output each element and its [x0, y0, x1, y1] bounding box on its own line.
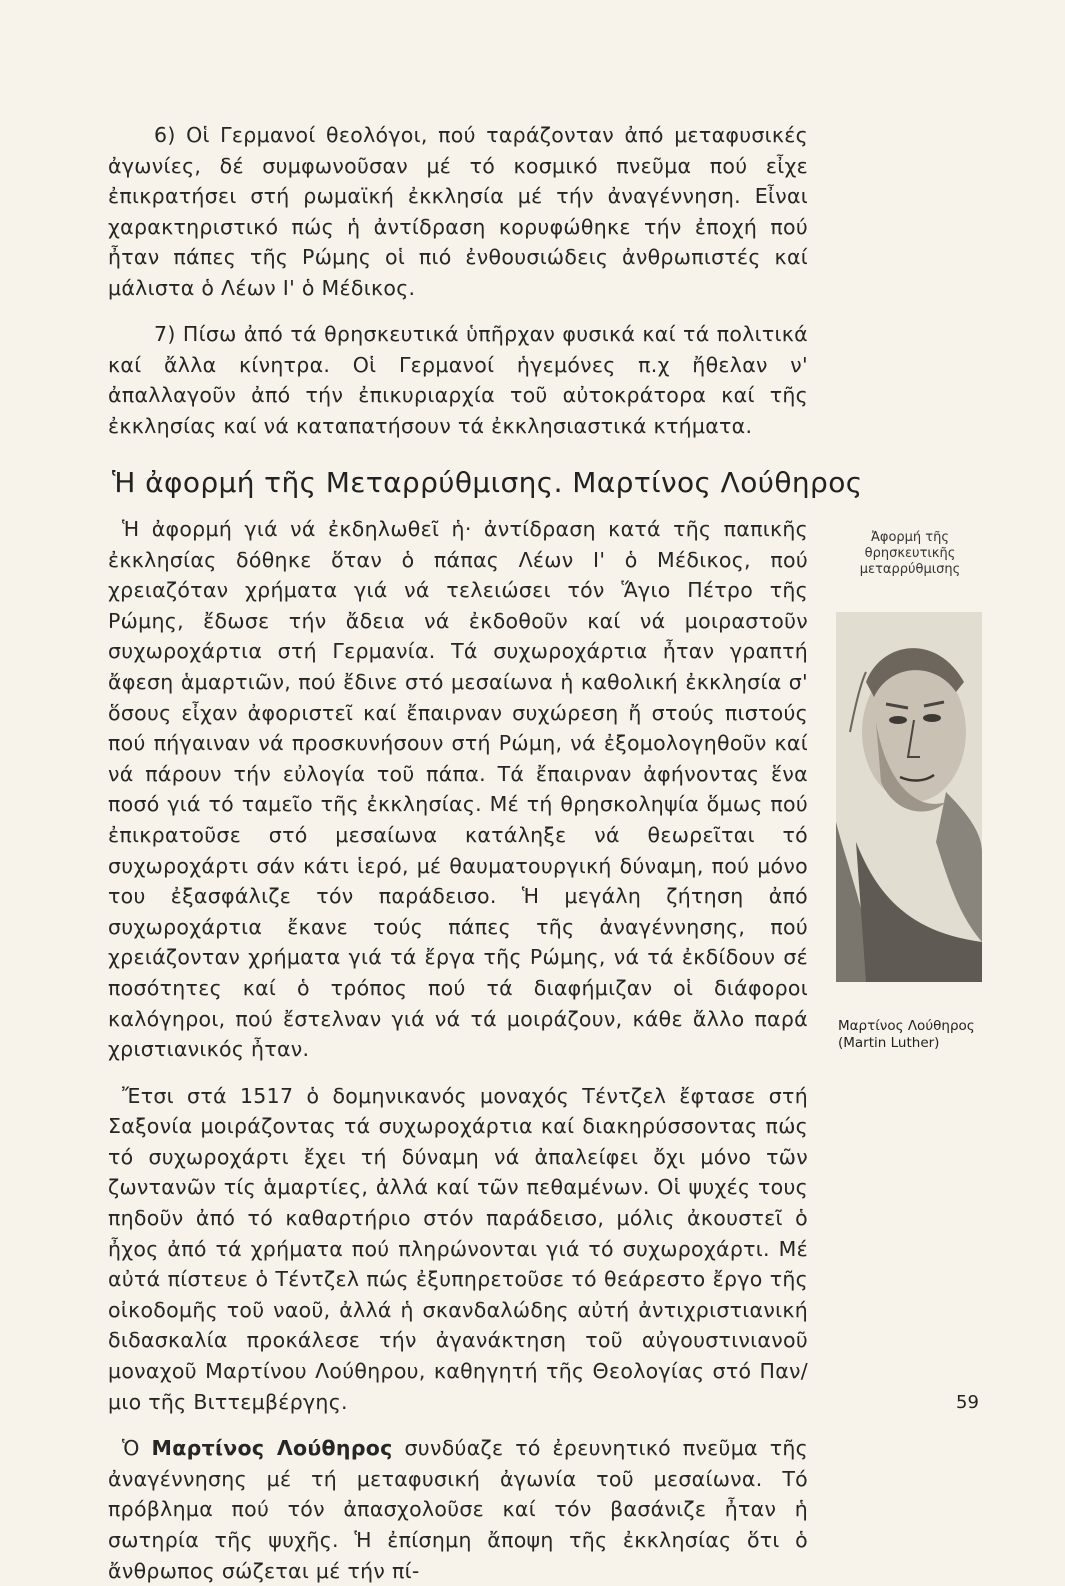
luther-portrait-image	[836, 612, 982, 982]
paragraph-3-rest: συνδύαζε τό ἐρευνητικό πνεῦμα τῆς ἀναγέννησης μέ τή μεταφυσική ἀγωνία τοῦ μεσαίωνα. Τό πρόβλημα πού τόν ἀπασχολοῦσε καί τόν βασάνιζε ἦταν ἡ σωτηρία τῆς ψυχῆς. Ἡ ἐπίσημη ἄποψη τῆς ἐκκλησίας ὅτι ὁ ἄνθρωπος σώζεται μέ τήν πί-	[108, 1436, 808, 1583]
paragraph-6: 6) Οἱ Γερμανοί θεολόγοι, πού ταράζονταν ἀπό μεταφυσικές ἀγωνίες, δέ συμφωνοῦσαν μέ τό κοσμικό πνεῦμα πού εἶχε ἐπικρατήσει στή ρωμαϊκή ἐκκλησία μέ τήν ἀναγέννηση. Εἶναι χαρακτηριστικό πώς ἡ ἀντίδραση κορυφώθηκε τήν ἐποχή πού ἦταν πάπες τῆς Ρώμης οἱ πιό ἐνθουσιώδεις ἀνθρωπιστές καί μάλιστα ὁ Λέων Ι' ὁ Μέδικος.	[108, 123, 808, 300]
intro-text	[108, 120, 808, 441]
page-number: 59	[956, 1392, 979, 1413]
margin-note: Ἀφορμή τῆς θρησκευτικῆς μεταρρύθμισης	[859, 530, 961, 577]
section-heading: Ἡ ἀφορμή τῆς Μεταρρύθμισης. Μαρτίνος Λούθηρος	[112, 466, 863, 499]
portrait-sketch-icon	[836, 612, 982, 982]
paragraph-3-lead: Ὁ	[122, 1436, 152, 1461]
portrait-caption-name: Μαρτίνος Λούθηρος	[838, 1018, 975, 1034]
paragraph-7: 7) Πίσω ἀπό τά θρησκευτικά ὑπῆρχαν φυσικά καί τά πολιτικά καί ἄλλα κίνητρα. Οἱ Γερμανοί ἡγεμόνες π.χ ἤθελαν ν' ἀπαλλαγοῦν ἀπό τήν ἐπικυριαρχία τοῦ αὐτοκράτορα καί τῆς ἐκκλησίας καί νά καταπατήσουν τά ἐκκλησιαστικά κτήματα.	[108, 322, 808, 438]
section-paragraph-1: Ἡ ἀφορμή γιά νά ἐκδηλωθεῖ ἡ· ἀντίδραση κατά τῆς παπικῆς ἐκκλησίας δόθηκε ὅταν ὁ πάπας Λέων Ι' ὁ Μέδικος, πού χρειαζόταν χρήματα γιά νά τελειώσει τόν Ἅγιο Πέτρο τῆς Ρώμης, ἔδωσε τήν ἄδεια νά ἐκδοθοῦν καί νά μοιραστοῦν συχωροχάρτια στή Γερμανία. Τά συχωροχάρτια ἦταν γραπτή ἄφεση ἁμαρτιῶν, πού ἔδινε στό μεσαίωνα ἡ καθολική ἐκκλησία σ' ὅσους εἶχαν ἀφοριστεῖ καί ἔπαιρναν συχώρεση ἤ στούς πιστούς πού πήγαιναν νά προσκυνήσουν στή Ρώμη, νά ἐξομολογηθοῦν καί νά πάρουν τήν εὐλογία τοῦ πάπα. Τά ἔπαιρναν ἀφήνοντας ἕνα ποσό γιά τό ταμεῖο τῆς ἐκκλησίας. Μέ τή θρησκοληψία ὅμως πού ἐπικρατοῦσε στό μεσαίωνα κατάληξε νά θεωρεῖται τό συχωροχάρτι σάν κάτι ἱερό, μέ θαυματουργική δύναμη, πού μόνο του ἐξασφάλιζε τόν παράδεισο. Ἡ μεγάλη ζήτηση ἀπό συχωροχάρτια ἔκανε τούς πάπες τῆς ἀναγέννησης, πού χρειάζονταν χρήματα γιά τά ἔργα τῆς Ρώμης, νά τά ἐκδίδουν σέ ποσότητες καί ὁ τρόπος πού τά διαφήμιζαν οἱ διάφοροι καλόγηροι, πού ἔστελναν γιά νά τά μοιράζουν, κάθε ἄλλο παρά χριστιανικός ἦταν.	[108, 517, 808, 1062]
portrait-caption	[838, 1018, 988, 1052]
section-body	[108, 514, 808, 1586]
section-paragraph-3	[108, 1433, 808, 1586]
portrait-caption-latin: (Martin Luther)	[838, 1035, 940, 1051]
luther-name-bold: Μαρτίνος Λούθηρος	[151, 1436, 393, 1461]
section-paragraph-2: Ἔτσι στά 1517 ὁ δομηνικανός μοναχός Τέντζελ ἔφτασε στή Σαξονία μοιράζοντας τά συχωροχάρτια καί διακηρύσσοντας πώς τό συχωροχάρτι ἔχει τή δύναμη νά ἀπαλείφει ὄχι μόνο τῶν ζωντανῶν τίς ἁμαρτίες, ἀλλά καί τῶν πεθαμένων. Οἱ ψυχές τους πηδοῦν ἀπό τό καθαρτήριο στόν παράδεισο, μόλις ἀκουστεῖ ὁ ἦχος ἀπό τά χρήματα πού πληρώνονται γιά τό συχωροχάρτι. Μέ αὐτά πίστευε ὁ Τέντζελ πώς ἐξυπηρετοῦσε τό θεάρεστο ἔργο τῆς οἰκοδομῆς τοῦ ναοῦ, ἀλλά ἡ σκανδαλώδης αὐτή ἀντιχριστιανική διδασκαλία προκάλεσε τήν ἀγανάκτηση τοῦ αὐγουστινιανοῦ μοναχοῦ Μαρτίνου Λούθηρου, καθηγητή τῆς Θεολογίας στό Παν/μιο τῆς Βιττεμβέργης.	[108, 1083, 808, 1414]
